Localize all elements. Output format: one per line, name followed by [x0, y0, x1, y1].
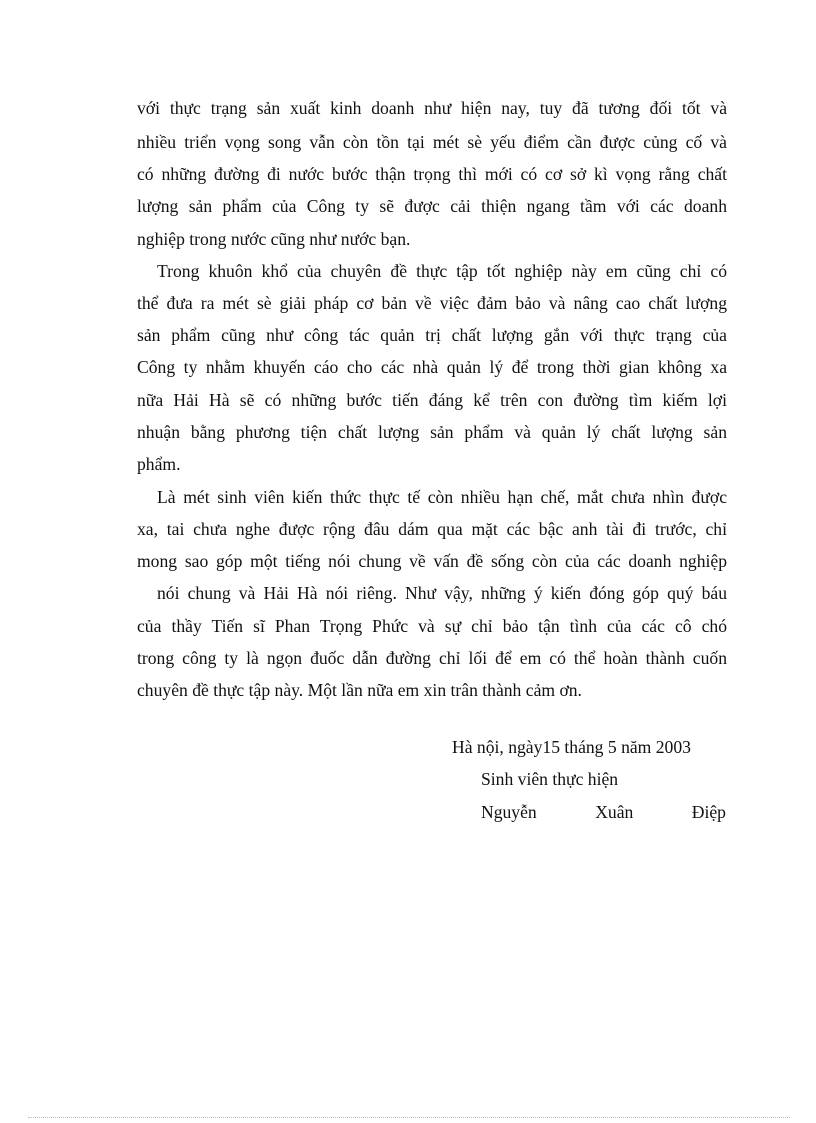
paragraph-3-line-5: của thầy Tiến sĩ Phan Trọng Phức và sự chỉ bảo tận tình của các cô chó	[137, 616, 727, 636]
paragraph-2-line-4: Công ty nhằm khuyến cáo cho các nhà quản lý để trong thời gian không xa	[137, 357, 727, 377]
paragraph-2-line-6: nhuận bằng phương tiện chất lượng sản phẩm và quản lý chất lượng sản	[137, 422, 727, 442]
paragraph-2-line-3: sản phẩm cũng như công tác quản trị chất lượng gắn với thực trạng của	[137, 325, 727, 345]
page-bottom-rule	[28, 1117, 790, 1118]
paragraph-2-line-7: phẩm.	[137, 454, 181, 474]
paragraph-3-line-7: chuyên đề thực tập này. Một lần nữa em xin trân thành cảm ơn.	[137, 680, 582, 700]
paragraph-2-line-2: thể đưa ra mét sè giải pháp cơ bản về việc đảm bảo và nâng cao chất lượng	[137, 293, 727, 313]
paragraph-1-line-2: nhiều triển vọng song vẫn còn tồn tại mét sè yếu điểm cần được củng cố và	[137, 132, 727, 152]
paragraph-3-line-1: Là mét sinh viên kiến thức thực tế còn nhiều hạn chế, mắt chưa nhìn được	[157, 487, 727, 507]
signature-name	[481, 800, 726, 824]
paragraph-1-line-4: lượng sản phẩm của Công ty sẽ được cải thiện ngang tầm với các doanh	[137, 196, 727, 216]
signature-date: Hà nội, ngày15 tháng 5 năm 2003	[452, 737, 691, 757]
paragraph-1-line-5: nghiệp trong nước cũng như nước bạn.	[137, 229, 411, 249]
paragraph-3-line-4: nói chung và Hải Hà nói riêng. Như vậy, những ý kiến đóng góp quý báu	[157, 583, 727, 603]
paragraph-2-line-5: nữa Hải Hà sẽ có những bước tiến đáng kể trên con đường tìm kiếm lợi	[137, 390, 727, 410]
signature-name-part: Điệp	[691, 802, 726, 822]
signature-role: Sinh viên thực hiện	[481, 769, 619, 789]
paragraph-1-line-3: có những đường đi nước bước thận trọng thì mới có cơ sở kì vọng rằng chất	[137, 164, 727, 184]
signature-name-part: Nguyễn	[481, 802, 537, 822]
signature-name-part: Xuân	[595, 802, 634, 822]
paragraph-3-line-3: mong sao góp một tiếng nói chung về vấn đề sống còn của các doanh nghiệp	[137, 551, 727, 571]
paragraph-3-line-6: trong công ty là ngọn đuốc dẫn đường chỉ lối để em có thể hoàn thành cuốn	[137, 648, 727, 668]
paragraph-3-line-2: xa, tai chưa nghe được rộng đâu dám qua mặt các bậc anh tài đi trước, chỉ	[137, 519, 727, 539]
paragraph-2-line-1: Trong khuôn khổ của chuyên đề thực tập tốt nghiệp này em cũng chỉ có	[157, 261, 727, 281]
paragraph-1-line-1: với thực trạng sản xuất kinh doanh như hiện nay, tuy đã tương đối tốt và	[137, 98, 727, 118]
